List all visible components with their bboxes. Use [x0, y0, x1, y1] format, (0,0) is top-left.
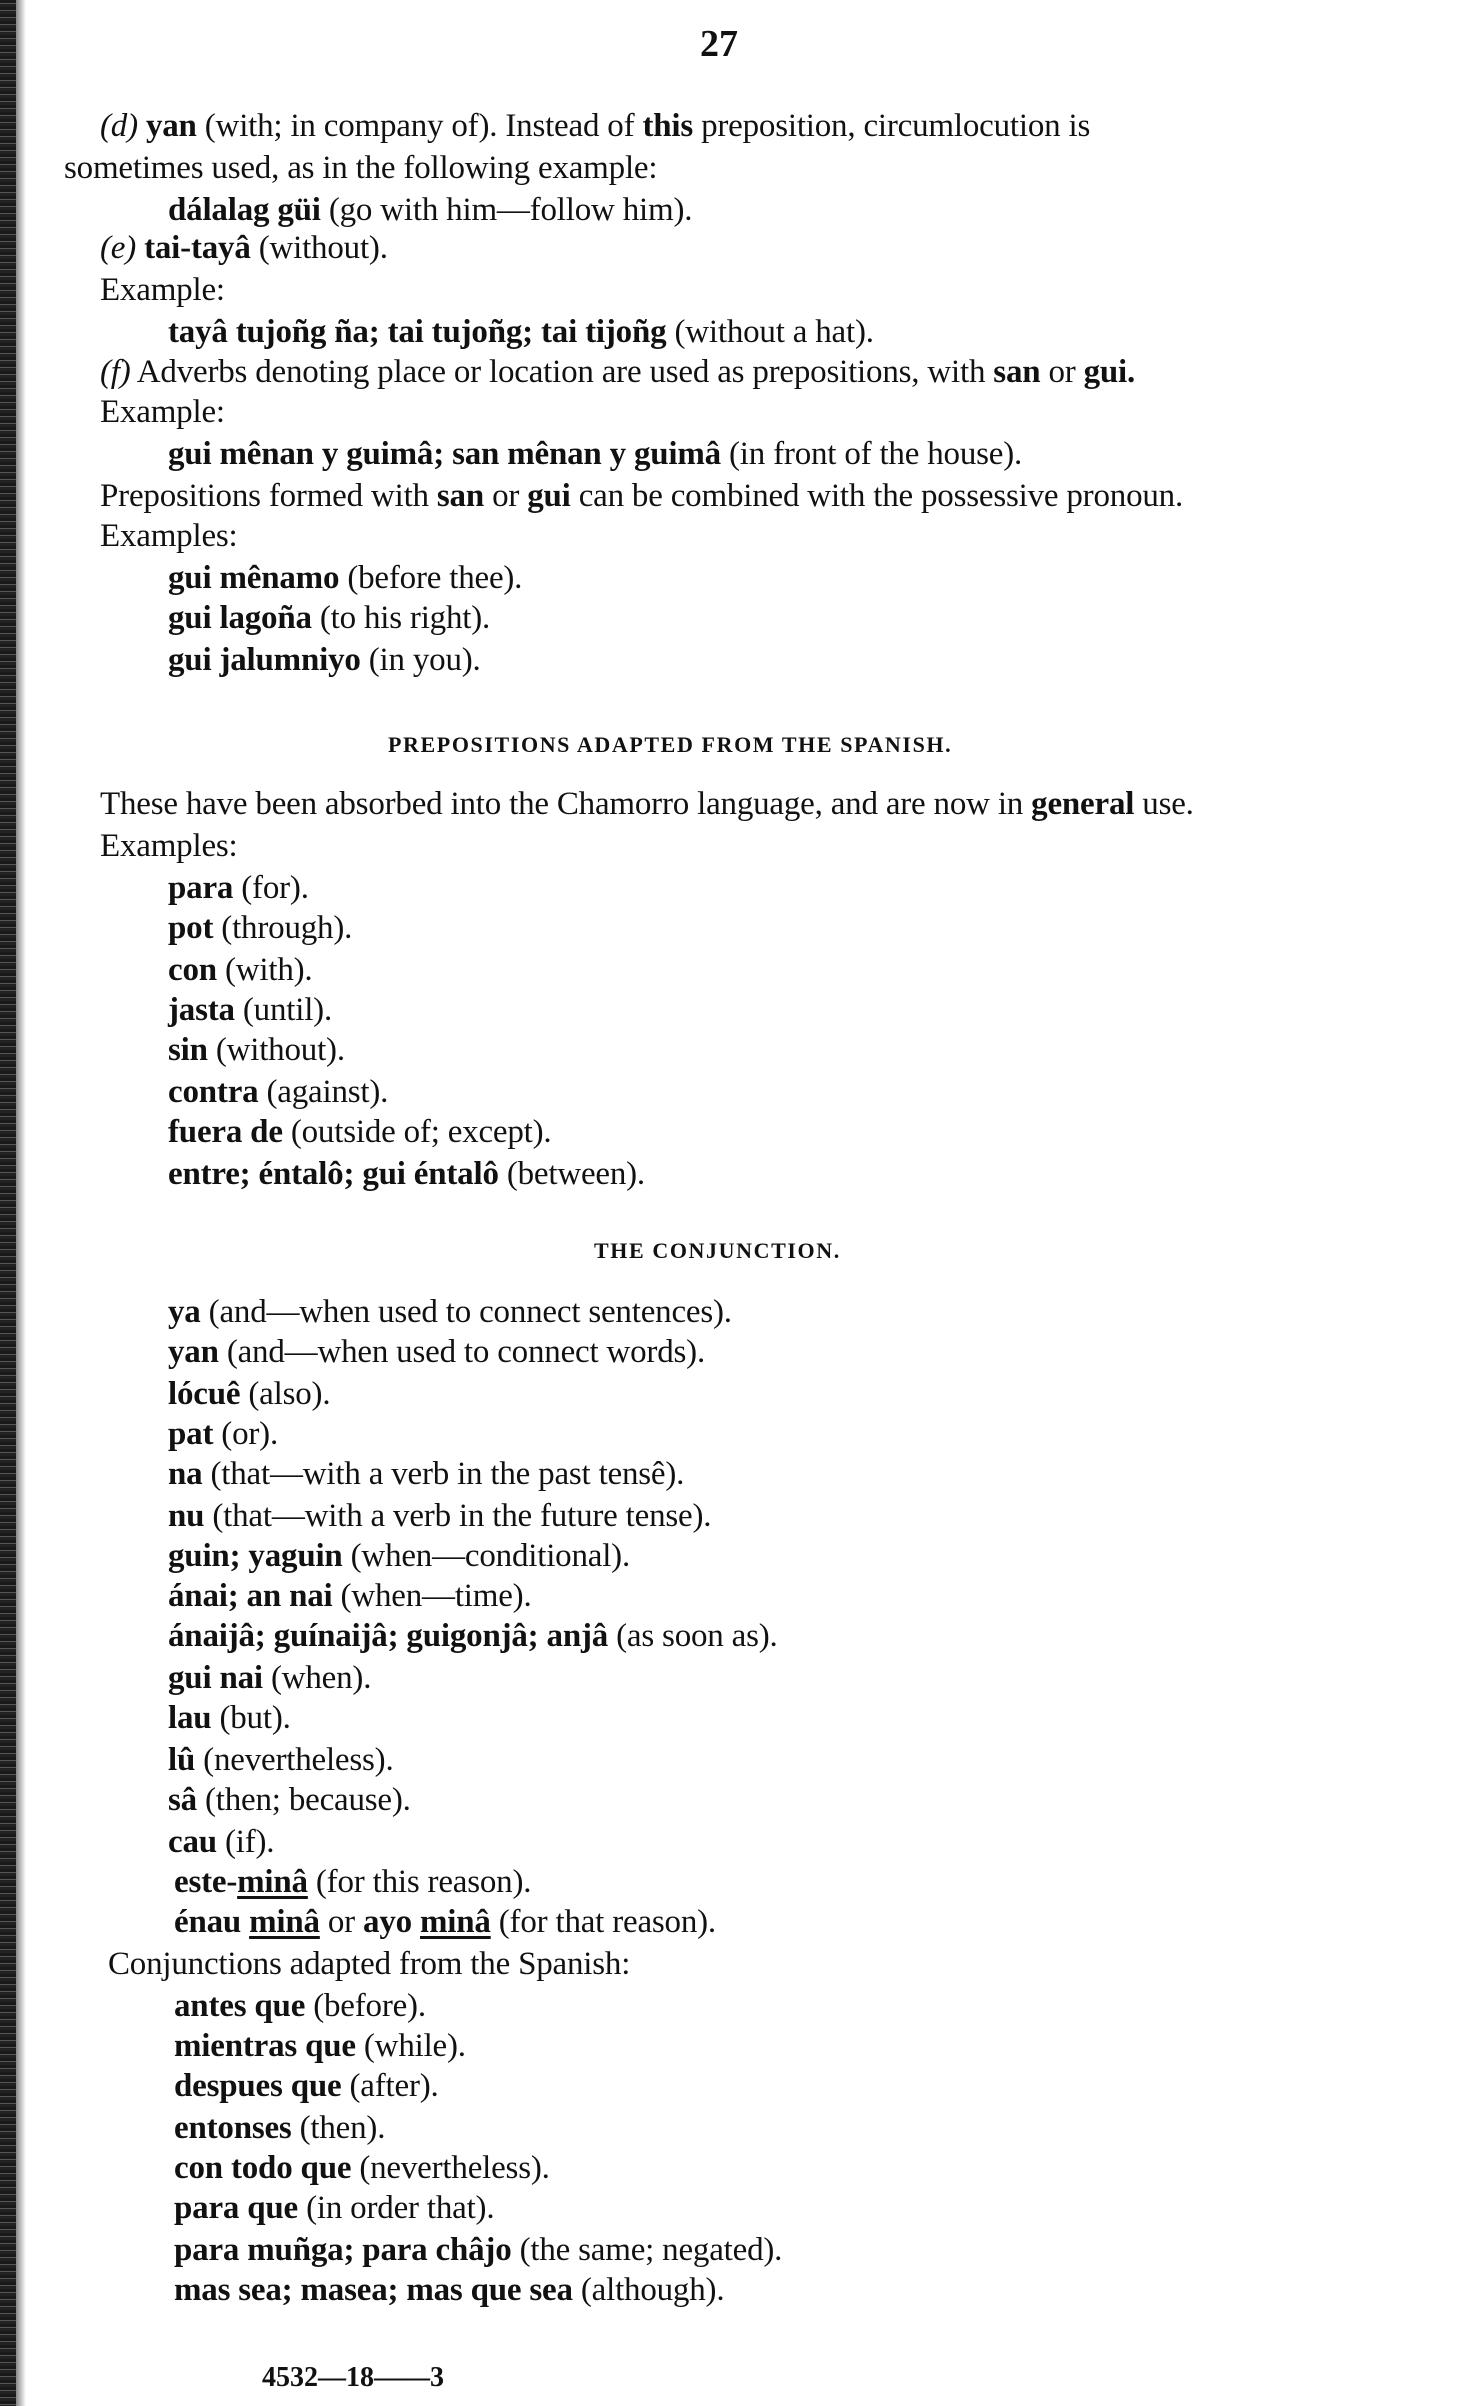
item-gloss: (in order that).: [298, 2190, 495, 2226]
section-e-line: [100, 228, 388, 268]
spanish-prepositions-intro: [100, 784, 1194, 824]
item-term: jasta: [168, 992, 235, 1028]
spanish-conjunction-item: [174, 2108, 385, 2148]
item-term: na: [168, 1456, 203, 1492]
print-signature-footer: 4532—18——3: [262, 2362, 444, 2393]
intro-text-2: use.: [1134, 786, 1194, 822]
item-term: fuera de: [168, 1114, 283, 1150]
possessive-examples-label: Examples:: [100, 518, 238, 554]
spanish-conjunction-item: [174, 2026, 466, 2066]
spanish-preposition-item: [168, 1112, 551, 1152]
item-gloss: (against).: [258, 1074, 389, 1110]
item-gloss: (nevertheless).: [351, 2150, 550, 2186]
enau-t2: minâ: [249, 1904, 320, 1940]
item-gloss: (or).: [213, 1416, 279, 1452]
item-term: para muñga; para châjo: [174, 2232, 512, 2268]
section-d-this: this: [642, 108, 694, 144]
example-gloss: (in you).: [360, 642, 481, 678]
section-d-rest: preposition, circumlocution is: [693, 108, 1091, 144]
enau-t4: ayo: [363, 1904, 420, 1940]
section-d-label: (d): [100, 108, 138, 144]
item-gloss: (then).: [291, 2110, 386, 2146]
section-e-example: [168, 312, 874, 352]
item-term: entonses: [174, 2110, 292, 2146]
item-term: con todo que: [174, 2150, 352, 2186]
item-gloss: (when).: [262, 1660, 372, 1696]
item-term: ánai; an nai: [168, 1578, 333, 1614]
spanish-conjunction-item: [174, 2230, 782, 2270]
scan-edge-fade: [16, 0, 26, 2406]
section-f-example-label: Example:: [100, 394, 225, 430]
item-term: sâ: [168, 1782, 197, 1818]
section-e-term: tai-tayâ: [144, 230, 251, 266]
section-f-san: san: [993, 354, 1041, 390]
section-e-label: (e): [100, 230, 137, 266]
example-term: gui lagoña: [168, 600, 312, 636]
spanish-preposition-item: [168, 868, 309, 908]
item-term: nu: [168, 1498, 205, 1534]
item-term: antes que: [174, 1988, 306, 2024]
item-term: lócuê: [168, 1376, 241, 1412]
section-d-line-1: [100, 106, 1090, 146]
item-term: despues que: [174, 2068, 342, 2104]
example-gloss: (to his right).: [311, 600, 491, 636]
possessive-example: [168, 558, 522, 598]
section-heading-spanish-prepositions: PREPOSITIONS ADAPTED FROM THE SPANISH.: [388, 732, 953, 757]
item-gloss: (if).: [216, 1824, 275, 1860]
spanish-conjunction-item: [174, 2188, 494, 2228]
item-term: sin: [168, 1032, 208, 1068]
conjunction-item: [168, 1536, 630, 1576]
spanish-conjunction-item: [174, 2066, 439, 2106]
conjunction-item-este-mina: [174, 1862, 531, 1902]
item-term: pat: [168, 1416, 214, 1452]
item-gloss: (for).: [233, 870, 309, 906]
possessive-example: [168, 598, 490, 638]
conjunction-item: [168, 1332, 705, 1372]
item-gloss: (as soon as).: [608, 1618, 778, 1654]
possessive-line: [100, 476, 1183, 516]
item-gloss: (after).: [341, 2068, 439, 2104]
section-d-gloss: (with; in company of). Instead of: [196, 108, 643, 144]
section-d-example: [168, 190, 692, 230]
section-f-example-term: gui mênan y guimâ; san mênan y guimâ: [168, 436, 721, 472]
conjunction-item: [168, 1822, 274, 1862]
conjunction-item: [168, 1616, 778, 1656]
item-gloss: (also).: [240, 1376, 331, 1412]
item-term: entre; éntalô; gui éntalô: [168, 1156, 499, 1192]
item-term: pot: [168, 910, 214, 946]
spanish-conjunction-item: [174, 2148, 550, 2188]
spanish-conjunction-item: [174, 1986, 426, 2026]
section-f-example-gloss: (in front of the house).: [720, 436, 1023, 472]
item-term: yan: [168, 1334, 219, 1370]
item-term: lau: [168, 1700, 212, 1736]
intro-bold: general: [1031, 786, 1135, 822]
item-term: para: [168, 870, 234, 906]
item-gloss: (that—with a verb in the future tense).: [204, 1498, 712, 1534]
item-gloss: (then; because).: [196, 1782, 411, 1818]
enau-gloss: (for that reason).: [490, 1904, 716, 1940]
spanish-preposition-item: [168, 990, 332, 1030]
enau-t1: énau: [174, 1904, 250, 1940]
section-f-label: (f): [100, 354, 131, 390]
page-number: 27: [700, 23, 738, 65]
conjunction-item: [168, 1374, 330, 1414]
possessive-example: [168, 640, 481, 680]
item-term: para que: [174, 2190, 299, 2226]
conjunction-item: [168, 1292, 732, 1332]
conjunction-item: [168, 1496, 711, 1536]
section-d-term: yan: [145, 108, 197, 144]
spanish-prepositions-examples-label: Examples:: [100, 828, 238, 864]
este-term-b: minâ: [237, 1864, 308, 1900]
possessive-text-1: Prepositions formed with: [100, 478, 437, 514]
scan-edge-shadow: [0, 0, 16, 2406]
possessive-or: or: [484, 478, 528, 514]
conjunction-item: [168, 1454, 684, 1494]
item-gloss: (while).: [355, 2028, 466, 2064]
item-gloss: (and—when used to connect words).: [218, 1334, 705, 1370]
item-term: ya: [168, 1294, 201, 1330]
section-heading-conjunction: THE CONJUNCTION.: [594, 1238, 841, 1263]
section-f-text: Adverbs denoting place or location are used as prepositions, with: [130, 354, 994, 390]
item-term: cau: [168, 1824, 217, 1860]
section-d-example-gloss: (go with him—follow him).: [320, 192, 693, 228]
item-gloss: (when—conditional).: [342, 1538, 631, 1574]
section-e-example-term: tayâ tujoñg ña; tai tujoñg; tai tijoñg: [168, 314, 667, 350]
item-gloss: (when—time).: [332, 1578, 532, 1614]
este-term-a: este-: [174, 1864, 238, 1900]
item-gloss: (but).: [211, 1700, 291, 1736]
section-f-gui: gui.: [1083, 354, 1136, 390]
example-gloss: (before thee).: [339, 560, 523, 596]
item-gloss: (outside of; except).: [282, 1114, 552, 1150]
spanish-preposition-item: [168, 950, 312, 990]
section-d-example-term: dálalag güi: [168, 192, 321, 228]
example-term: gui jalumniyo: [168, 642, 361, 678]
item-gloss: (until).: [234, 992, 333, 1028]
item-term: ánaijâ; guínaijâ; guigonjâ; anjâ: [168, 1618, 609, 1654]
item-term: contra: [168, 1074, 259, 1110]
spanish-preposition-item: [168, 1072, 388, 1112]
section-d-line-2: sometimes used, as in the following example:: [64, 150, 658, 186]
enau-t5: minâ: [419, 1904, 491, 1940]
item-gloss: (between).: [498, 1156, 645, 1192]
item-term: mas sea; masea; mas que sea: [174, 2272, 573, 2308]
item-gloss: (and—when used to connect sentences).: [200, 1294, 732, 1330]
conjunction-item: [168, 1576, 532, 1616]
item-term: mientras que: [174, 2028, 356, 2064]
spanish-preposition-item: [168, 908, 352, 948]
section-e-gloss: (without).: [250, 230, 388, 266]
section-f-example: [168, 434, 1022, 474]
intro-text-1: These have been absorbed into the Chamorro language, and are now in: [100, 786, 1032, 822]
item-gloss: (although).: [572, 2272, 725, 2308]
conjunction-item-enau-mina: [174, 1902, 716, 1942]
item-gloss: (nevertheless).: [195, 1742, 394, 1778]
item-term: gui nai: [168, 1660, 263, 1696]
item-term: guin; yaguin: [168, 1538, 343, 1574]
item-gloss: (through).: [213, 910, 353, 946]
section-f-line: [100, 352, 1135, 392]
item-gloss: (that—with a verb in the past tensê).: [202, 1456, 685, 1492]
possessive-gui: gui: [527, 478, 571, 514]
section-f-or: or: [1040, 354, 1084, 390]
conjunction-item: [168, 1740, 394, 1780]
item-gloss: (before).: [305, 1988, 426, 2024]
item-gloss: (without).: [207, 1032, 345, 1068]
possessive-text-2: can be combined with the possessive pronoun.: [570, 478, 1184, 514]
section-e-example-label: Example:: [100, 272, 225, 308]
spanish-preposition-item: [168, 1154, 645, 1194]
section-e-example-gloss: (without a hat).: [666, 314, 874, 350]
este-gloss: (for this reason).: [307, 1864, 532, 1900]
example-term: gui mênamo: [168, 560, 340, 596]
conjunction-item: [168, 1414, 278, 1454]
spanish-preposition-item: [168, 1030, 345, 1070]
item-term: con: [168, 952, 217, 988]
possessive-san: san: [436, 478, 485, 514]
enau-t3: or: [319, 1904, 364, 1940]
conjunction-item: [168, 1780, 411, 1820]
item-gloss: (the same; negated).: [511, 2232, 783, 2268]
conjunction-item: [168, 1658, 371, 1698]
conjunctions-spanish-label: Conjunctions adapted from the Spanish:: [108, 1946, 631, 1982]
item-term: lû: [168, 1742, 196, 1778]
item-gloss: (with).: [216, 952, 313, 988]
spanish-conjunction-item: [174, 2270, 724, 2310]
conjunction-item: [168, 1698, 291, 1738]
